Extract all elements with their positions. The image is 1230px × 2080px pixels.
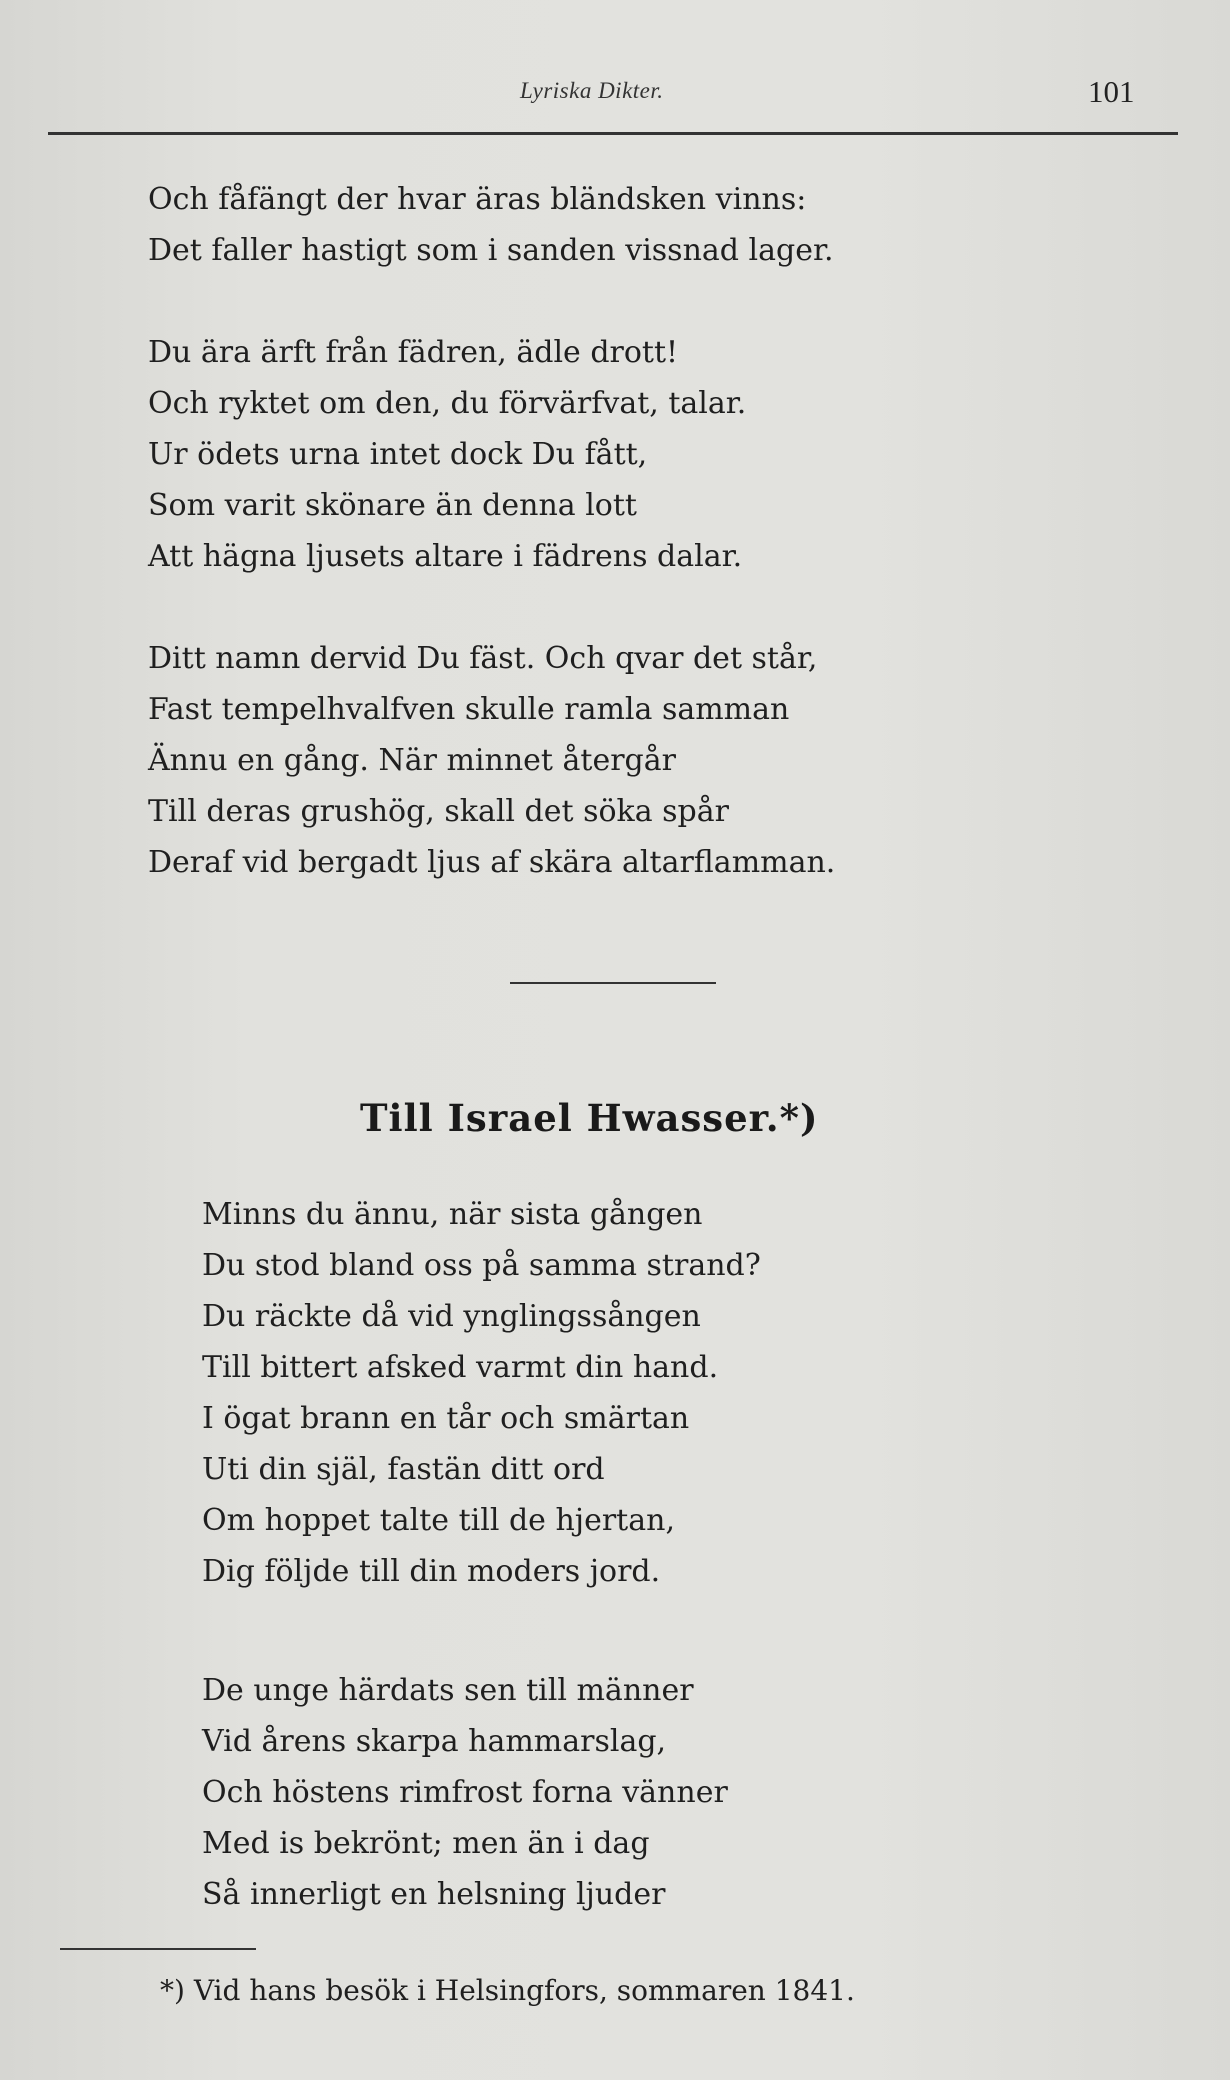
- page-number: 101: [1088, 74, 1135, 109]
- verse-line: Deraf vid bergadt ljus af skära altarflamman.: [148, 845, 836, 880]
- verse-line: Uti din själ, fastän ditt ord: [202, 1452, 605, 1487]
- verse-line: Dig följde till din moders jord.: [202, 1554, 661, 1589]
- footnote: *) Vid hans besök i Helsingfors, sommaren 1841.: [160, 1974, 855, 2007]
- verse-line: I ögat brann en tår och smärtan: [202, 1401, 690, 1436]
- verse-line: Som varit skönare än denna lott: [148, 488, 637, 523]
- verse-line: Du räckte då vid ynglingssången: [202, 1299, 701, 1334]
- verse-line: Du ära ärft från fädren, ädle drott!: [148, 335, 679, 370]
- stanza: [148, 327, 746, 582]
- verse-line: De unge härdats sen till männer: [202, 1673, 694, 1708]
- verse-line: Vid årens skarpa hammarslag,: [202, 1724, 667, 1759]
- verse-line: Om hoppet talte till de hjertan,: [202, 1503, 675, 1538]
- section-divider: [510, 982, 716, 984]
- verse-line: Till deras grushög, skall det söka spår: [148, 794, 729, 829]
- verse-line: Fast tempelhvalfven skulle ramla samman: [148, 692, 790, 727]
- footnote-rule: [60, 1948, 256, 1950]
- verse-line: Minns du ännu, när sista gången: [202, 1197, 703, 1232]
- verse-line: Och fåfängt der hvar äras bländsken vinns:: [148, 182, 807, 217]
- verse-line: Med is bekrönt; men än i dag: [202, 1826, 650, 1861]
- verse-line: Ditt namn dervid Du fäst. Och qvar det står,: [148, 641, 818, 676]
- verse-line: Ännu en gång. När minnet återgår: [148, 743, 676, 778]
- verse-line: Att hägna ljusets altare i fädrens dalar.: [148, 539, 743, 574]
- verse-line: Du stod bland oss på samma strand?: [202, 1248, 761, 1283]
- header-rule: [48, 132, 1178, 135]
- stanza: [148, 174, 834, 276]
- poem-title: Till Israel Hwasser.*): [360, 1096, 819, 1140]
- verse-line: Det faller hastigt som i sanden vissnad lager.: [148, 233, 834, 268]
- stanza: [148, 633, 835, 888]
- running-title: Lyriska Dikter.: [520, 78, 664, 103]
- stanza: [202, 1189, 761, 1597]
- verse-line: Till bittert afsked varmt din hand.: [202, 1350, 719, 1385]
- verse-line: Och ryktet om den, du förvärfvat, talar.: [148, 386, 747, 421]
- running-head: [0, 74, 1230, 114]
- verse-line: Så innerligt en helsning ljuder: [202, 1877, 666, 1912]
- verse-line: Ur ödets urna intet dock Du fått,: [148, 437, 648, 472]
- stanza: [202, 1665, 728, 1920]
- verse-line: Och höstens rimfrost forna vänner: [202, 1775, 728, 1810]
